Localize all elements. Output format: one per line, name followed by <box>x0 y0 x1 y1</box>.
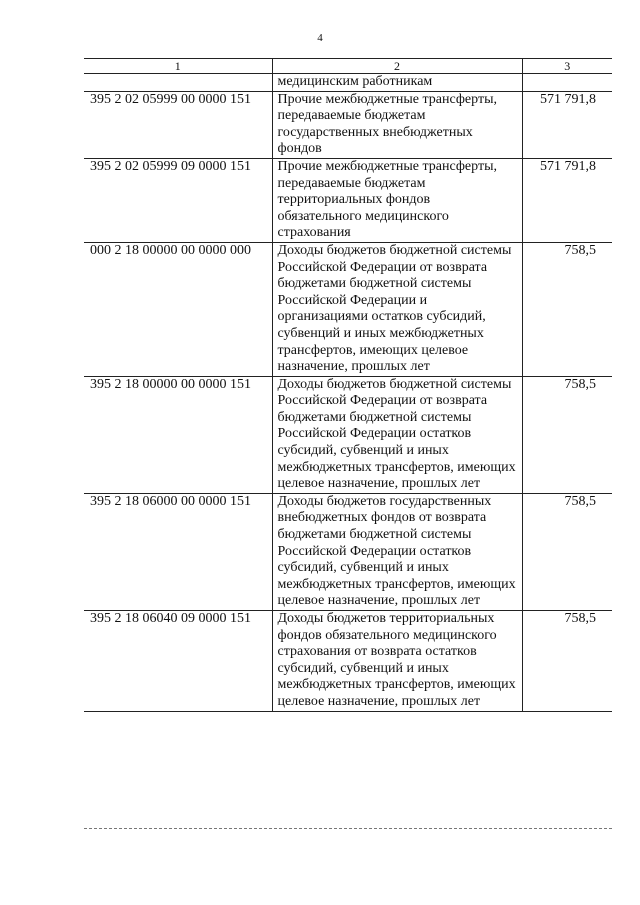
table-row <box>84 158 612 242</box>
amount-cell: 571 791,8 <box>522 91 612 158</box>
table-row <box>84 91 612 158</box>
amount-cell: 758,5 <box>522 242 612 376</box>
table-header <box>84 59 612 74</box>
table-row <box>84 493 612 610</box>
code-cell: 395 2 02 05999 00 0000 151 <box>84 91 272 158</box>
amount-cell: 758,5 <box>522 376 612 493</box>
code-cell: 395 2 02 05999 09 0000 151 <box>84 158 272 242</box>
table-row <box>84 611 612 712</box>
amount-cell: 758,5 <box>522 611 612 712</box>
code-cell: 000 2 18 00000 00 0000 000 <box>84 242 272 376</box>
name-cell: Прочие межбюджетные трансферты, передаваемые бюджетам территориальных фондов обязательного медицинского страхования <box>272 158 522 242</box>
column-header-2: 2 <box>272 59 522 74</box>
name-cell: Доходы бюджетов территориальных фондов обязательного медицинского страхования от возврата остатков субсидий, субвенций и иных межбюджетных трансфертов, имеющих целевое назначение, прошлых лет <box>272 611 522 712</box>
table-row <box>84 242 612 376</box>
name-cell: Прочие межбюджетные трансферты, передаваемые бюджетам государственных внебюджетных фондов <box>272 91 522 158</box>
bottom-rule <box>84 828 612 829</box>
page-number: 4 <box>317 32 323 44</box>
name-cell: Доходы бюджетов государственных внебюджетных фондов от возврата бюджетами бюджетной системы Российской Федерации остатков субсидий, субвенций и иных межбюджетных трансфертов, имеющих целевое назначение, прошлых лет <box>272 493 522 610</box>
table-row-continuation <box>84 74 612 92</box>
budget-revenue-table <box>84 58 612 712</box>
amount-cell <box>522 74 612 92</box>
name-cell: Доходы бюджетов бюджетной системы Российской Федерации от возврата бюджетами бюджетной системы Российской Федерации остатков субсидий, субвенций и иных межбюджетных трансфертов, имеющих целевое назначение, прошлых лет <box>272 376 522 493</box>
name-cell: Доходы бюджетов бюджетной системы Российской Федерации от возврата бюджетами бюджетной системы Российской Федерации и организациями остатков субсидий, субвенций и иных межбюджетных трансфертов, имеющих целевое назначение, прошлых лет <box>272 242 522 376</box>
name-cell: медицинским работникам <box>272 74 522 92</box>
code-cell: 395 2 18 00000 00 0000 151 <box>84 376 272 493</box>
code-cell: 395 2 18 06040 09 0000 151 <box>84 611 272 712</box>
amount-cell: 758,5 <box>522 493 612 610</box>
column-header-3: 3 <box>522 59 612 74</box>
table-row <box>84 376 612 493</box>
code-cell <box>84 74 272 92</box>
amount-cell: 571 791,8 <box>522 158 612 242</box>
code-cell: 395 2 18 06000 00 0000 151 <box>84 493 272 610</box>
column-header-1: 1 <box>84 59 272 74</box>
